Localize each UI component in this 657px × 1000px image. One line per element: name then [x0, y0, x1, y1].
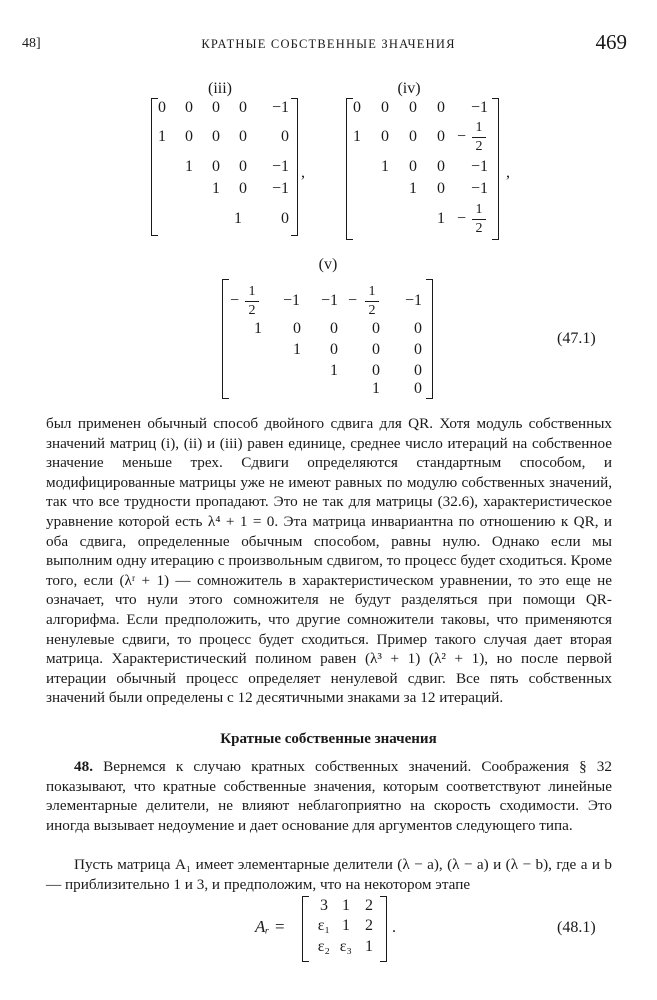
matrix-cell: 1: [437, 210, 445, 227]
matrix-cell: 1: [381, 158, 389, 175]
matrix-cell: 1: [353, 128, 361, 145]
matrix-cell: −1: [320, 292, 338, 309]
matrix-cell: 0: [437, 128, 445, 145]
matrix-cell: 1: [342, 897, 350, 914]
matrix-cell: 1: [342, 917, 350, 934]
matrix-cell: −1: [271, 158, 289, 175]
matrix-cell: 0: [239, 158, 247, 175]
left-bracket: [151, 98, 158, 236]
body-paragraph: [46, 414, 612, 708]
body-paragraph: [46, 855, 612, 894]
matrix-cell: 0: [437, 99, 445, 116]
fraction: $\frac{1}{2}$: [365, 285, 379, 318]
separator-comma: ,: [301, 164, 305, 181]
matrix-iii-label: (iii): [208, 80, 232, 97]
matrix-cell: 0: [185, 128, 193, 145]
matrix-cell: 1: [234, 210, 242, 227]
matrix-cell: −1: [470, 99, 488, 116]
matrix-cell: 0: [372, 341, 380, 358]
matrix-cell: −1: [470, 158, 488, 175]
right-bracket: [492, 98, 499, 240]
right-bracket: [291, 98, 298, 236]
matrix-cell: 0: [212, 99, 220, 116]
minus-sign: −: [348, 292, 358, 309]
running-title: КРАТНЫЕ СОБСТВЕННЫЕ ЗНАЧЕНИЯ: [201, 37, 456, 51]
matrix-cell: 1: [212, 180, 220, 197]
minus-sign: −: [230, 292, 240, 309]
matrix-cell: 3: [320, 897, 328, 914]
chapter-ref: 48]: [22, 36, 41, 51]
page-number: 469: [595, 30, 627, 54]
matrix-cell: −1: [282, 292, 300, 309]
left-bracket: [302, 896, 309, 962]
matrix-cell: 0: [330, 341, 338, 358]
matrix-cell: 1: [330, 362, 338, 379]
matrix-cell: 0: [158, 99, 166, 116]
minus-sign: −: [457, 128, 467, 145]
matrix-cell: 0: [212, 128, 220, 145]
matrix-cell: 0: [372, 320, 380, 337]
matrix-cell: 0: [281, 128, 289, 145]
matrix-cell: 0: [239, 180, 247, 197]
matrix-cell: 0: [239, 99, 247, 116]
matrix-ar-lhs: Aᵣ =: [255, 917, 286, 936]
matrix-cell: 0: [212, 158, 220, 175]
paragraph-text: был применен обычный способ двойного сдвига для QR. Хотя модуль собственных значений матриц (i), (ii) и (iii) равен единице, среднее число итераций на собственное значение меньше трех. Сдвиги определяются стандартным способом, и модифицированные матрицы уже не имеют равных по модулю собственных значений, так что все трудности пропадают. Это не так для матрицы (32.6), характеристическое уравнение которой есть λ⁴ + 1 = 0. Эта матрица инвариантна по отношению к QR, и оба сдвига, определенные обычным способом, равны нулю. Однако если мы выполним одну итерацию с произвольным сдвигом, то процесс будет сходиться. Кроме того, если (λʳ + 1) — сомножитель в характеристическом уравнении, то это еще не означает, что нули этого сомножителя не будут разделяться при помощи QR-алгорифма. Если предположить, что другие сомножители таковы, что применяются ненулевые сдвиги, то процесс будет сходиться. Пример такого случая дает вторая матрица. Характеристический полином равен (λ³ + 1) (λ² + 1), но после первой итерации обычный процесс определяет ненулевой сдвиг. Все пять собственных значений были определены с 12 десятичными знаками за 12 итераций.: [46, 415, 612, 707]
matrix-cell: 0: [353, 99, 361, 116]
matrix-cell: ε₂: [317, 938, 330, 955]
fraction: $\frac{1}{2}$: [472, 121, 486, 154]
section-number: 48.: [74, 758, 93, 775]
paragraph-text: Пусть матрица A₁ имеет элементарные делители (λ − a), (λ − a) и (λ − b), где a и b — приблизительно 1 и 3, и предположим, что на некотором этапе: [46, 856, 612, 893]
fraction: $\frac{1}{2}$: [472, 203, 486, 236]
matrix-cell: 0: [414, 341, 422, 358]
matrix-cell: 1: [372, 380, 380, 397]
section-48-body: Вернемся к случаю кратных собственных значений. Соображения § 32 показывают, что кратные собственные значения, которым соответствуют линейные элементарные делители, не влияют неблагоприятно на скорость сходимости. Это иногда вызывает недоумение и дает основание для аргументов следующего типа.: [46, 758, 612, 834]
matrix-cell: −1: [404, 292, 422, 309]
matrix-cell: 0: [414, 362, 422, 379]
matrix-cell: 0: [239, 128, 247, 145]
matrix-cell: 2: [365, 917, 373, 934]
matrix-cell: ε₃: [339, 938, 352, 955]
matrix-cell: 0: [293, 320, 301, 337]
matrix-cell: 0: [330, 320, 338, 337]
matrix-iv-label: (iv): [397, 80, 421, 97]
section-heading: Кратные собственные значения: [220, 731, 437, 747]
right-bracket: [380, 896, 387, 962]
matrix-cell: 0: [381, 99, 389, 116]
matrix-cell: 0: [185, 99, 193, 116]
matrix-cell: 2: [365, 897, 373, 914]
left-bracket: [222, 279, 229, 399]
matrix-cell: 1: [409, 180, 417, 197]
matrix-cell: 1: [254, 320, 262, 337]
matrix-cell: 1: [365, 938, 373, 955]
matrix-cell: 1: [293, 341, 301, 358]
left-bracket: [346, 98, 353, 240]
matrix-cell: 0: [437, 158, 445, 175]
fraction: $\frac{1}{2}$: [245, 285, 259, 318]
matrix-cell: 1: [158, 128, 166, 145]
matrix-cell: 0: [372, 362, 380, 379]
matrix-cell: 0: [409, 99, 417, 116]
separator-comma: ,: [506, 164, 510, 181]
matrix-v-label: (v): [318, 256, 338, 273]
trailing-period: .: [392, 919, 396, 936]
right-bracket: [426, 279, 433, 399]
matrix-cell: 0: [409, 128, 417, 145]
matrix-cell: 0: [414, 320, 422, 337]
matrix-cell: 0: [414, 380, 422, 397]
matrix-cell: −1: [470, 180, 488, 197]
section-48-text: [46, 757, 612, 835]
section-48-paragraph: [46, 757, 612, 835]
equation-number: (47.1): [557, 330, 596, 347]
matrix-cell: 0: [281, 210, 289, 227]
matrix-cell: 0: [437, 180, 445, 197]
matrix-cell: ε₁: [317, 917, 330, 934]
matrix-cell: 1: [185, 158, 193, 175]
matrix-cell: 0: [381, 128, 389, 145]
matrix-cell: −1: [271, 180, 289, 197]
matrix-cell: −1: [271, 99, 289, 116]
equation-number: (48.1): [557, 919, 596, 936]
minus-sign: −: [457, 210, 467, 227]
matrix-cell: 0: [409, 158, 417, 175]
